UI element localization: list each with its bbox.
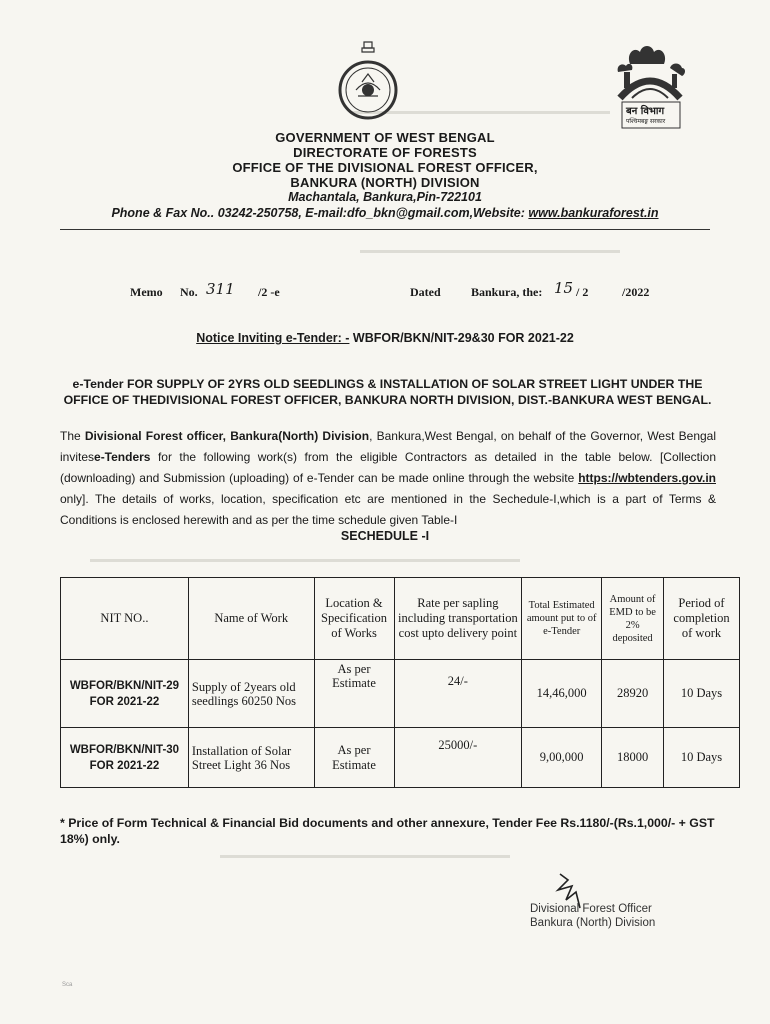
bleed-through-text: ▬▬▬▬▬▬▬▬▬▬▬▬▬▬▬▬▬▬▬▬▬▬▬▬▬▬▬▬▬ bbox=[220, 850, 510, 861]
etender-title: e-Tender FOR SUPPLY OF 2YRS OLD SEEDLINGS & INSTALLATION OF SOLAR STREET LIGHT UNDER THE OFFICE OF THEDIVISIONAL FOREST OFFICER, BANKURA NORTH DIVISION, DIST.-BANKURA WEST BENGAL. bbox=[63, 377, 712, 407]
memo-no-label: No. bbox=[180, 285, 198, 299]
memo-label: Memo bbox=[130, 285, 163, 299]
division-line: BANKURA (NORTH) DIVISION bbox=[290, 175, 480, 190]
schedule-table bbox=[60, 577, 740, 788]
place-label: Bankura, the: bbox=[471, 285, 543, 299]
wbtenders-link[interactable]: https://wbtenders.gov.in bbox=[578, 471, 716, 485]
table-row bbox=[61, 728, 740, 788]
row-emd: 18000 bbox=[602, 728, 664, 788]
col-nit-no: NIT NO.. bbox=[61, 578, 189, 660]
body-text: , Bankura,West Bengal, on behalf of the Governor, West Bengal invites bbox=[60, 429, 717, 464]
nit-year-line: FOR 2021-22 bbox=[89, 695, 160, 708]
body-text: only]. The details of works, location, specification etc are mentioned in the Sechedule-I,which is a part of Terms & Conditions is enclosed herewith and as per the time schedule given Table-I bbox=[60, 492, 716, 527]
row-emd: 28920 bbox=[602, 660, 664, 728]
address-line: Machantala, Bankura,Pin-722101 bbox=[288, 190, 482, 204]
directorate-line: DIRECTORATE OF FORESTS bbox=[293, 145, 477, 160]
notice-label: Notice Inviting e-Tender: - bbox=[196, 331, 350, 345]
memo-number bbox=[206, 280, 235, 298]
state-emblem-icon bbox=[328, 38, 408, 128]
office-line: OFFICE OF THE DIVISIONAL FOREST OFFICER, bbox=[232, 160, 538, 175]
contact-details: Phone & Fax No.. 03242-250758, E-mail:dfo_bkn@gmail.com,Website: bbox=[111, 206, 529, 220]
nit-no-line: WBFOR/BKN/NIT-29 bbox=[69, 679, 180, 692]
dated-label: Dated bbox=[410, 285, 441, 299]
memo-number-suffix: /2 -e bbox=[258, 285, 280, 299]
row-work: Installation of Solar Street Light 36 Nos bbox=[188, 728, 314, 788]
nit-year-line: FOR 2021-22 bbox=[89, 759, 160, 772]
body-office-name: Divisional Forest officer, Bankura(North) Division bbox=[84, 429, 370, 443]
col-period: Period of completion of work bbox=[664, 578, 740, 660]
memo-number-value: 311 bbox=[206, 280, 235, 298]
contact-line bbox=[60, 205, 710, 221]
bleed-through-text: ▬▬▬▬▬▬▬▬▬▬▬▬▬▬▬▬▬▬▬▬▬▬▬▬▬▬ bbox=[360, 245, 620, 256]
col-emd: Amount of EMD to be 2% deposited bbox=[602, 578, 664, 660]
forest-logo-text: बन विभाग bbox=[626, 106, 665, 117]
row-rate: 24/- bbox=[394, 660, 522, 728]
bleed-through-text: ▬▬▬▬▬▬▬▬▬▬▬▬▬▬▬▬▬▬▬▬▬▬▬▬▬▬▬▬▬▬▬▬▬▬▬▬▬▬▬▬▬▬▬ bbox=[90, 554, 520, 565]
table-row bbox=[61, 660, 740, 728]
signatory-title: Divisional Forest Officer bbox=[530, 903, 652, 915]
body-text: The bbox=[60, 429, 85, 443]
col-rate: Rate per sapling including transportation cost upto delivery point bbox=[394, 578, 522, 660]
notice-heading bbox=[60, 331, 710, 345]
header-divider bbox=[60, 229, 710, 230]
body-text: for the following work(s) from the eligible Contractors as detailed in the table below. [Collection (downloading) and Submission (uploading) of e-Tender can be made online through the website bbox=[60, 450, 716, 485]
row-nit-no bbox=[61, 660, 189, 728]
row-location: As per Estimate bbox=[314, 728, 394, 788]
row-rate: 25000/- bbox=[394, 728, 522, 788]
signatory-division: Bankura (North) Division bbox=[530, 917, 656, 929]
row-total: 14,46,000 bbox=[522, 660, 602, 728]
price-note: * Price of Form Technical & Financial Bid documents and other annexure, Tender Fee Rs.1180/-(Rs.1,000/- + GST 18%) only. bbox=[60, 816, 715, 846]
body-etenders: e-Tenders bbox=[94, 450, 151, 464]
forest-logo-subtext: पश्चिमबङ्ग सरकार bbox=[626, 118, 666, 125]
notice-ref: WBFOR/BKN/NIT-29&30 FOR 2021-22 bbox=[349, 331, 574, 345]
signature-block bbox=[530, 902, 655, 930]
nit-no-line: WBFOR/BKN/NIT-30 bbox=[69, 743, 180, 756]
col-total-amount: Total Estimated amount put to of e-Tender bbox=[522, 578, 602, 660]
body-paragraph bbox=[60, 426, 716, 531]
row-total: 9,00,000 bbox=[522, 728, 602, 788]
row-work: Supply of 2years old seedlings 60250 Nos bbox=[188, 660, 314, 728]
date-year: /2022 bbox=[622, 285, 650, 299]
date-day-value: 15 bbox=[554, 279, 574, 297]
col-location: Location & Specification of Works bbox=[314, 578, 394, 660]
date-day bbox=[554, 279, 573, 297]
govt-line: GOVERNMENT OF WEST BENGAL bbox=[275, 130, 495, 145]
col-name-of-work: Name of Work bbox=[188, 578, 314, 660]
bleed-through-text: ▬▬▬▬▬▬▬▬▬▬▬▬▬▬▬▬▬▬▬▬▬▬▬▬▬▬ bbox=[350, 106, 610, 117]
row-nit-no bbox=[61, 728, 189, 788]
website-link[interactable]: www.bankuraforest.in bbox=[528, 206, 659, 220]
table-header-row bbox=[61, 578, 740, 660]
row-location: As per Estimate bbox=[314, 660, 394, 728]
letterhead bbox=[60, 130, 710, 221]
date-month: / 2 bbox=[576, 285, 589, 299]
row-period: 10 Days bbox=[664, 728, 740, 788]
scan-footnote: Sca bbox=[62, 982, 73, 988]
schedule-title: SECHEDULE -I bbox=[340, 529, 430, 543]
row-period: 10 Days bbox=[664, 660, 740, 728]
